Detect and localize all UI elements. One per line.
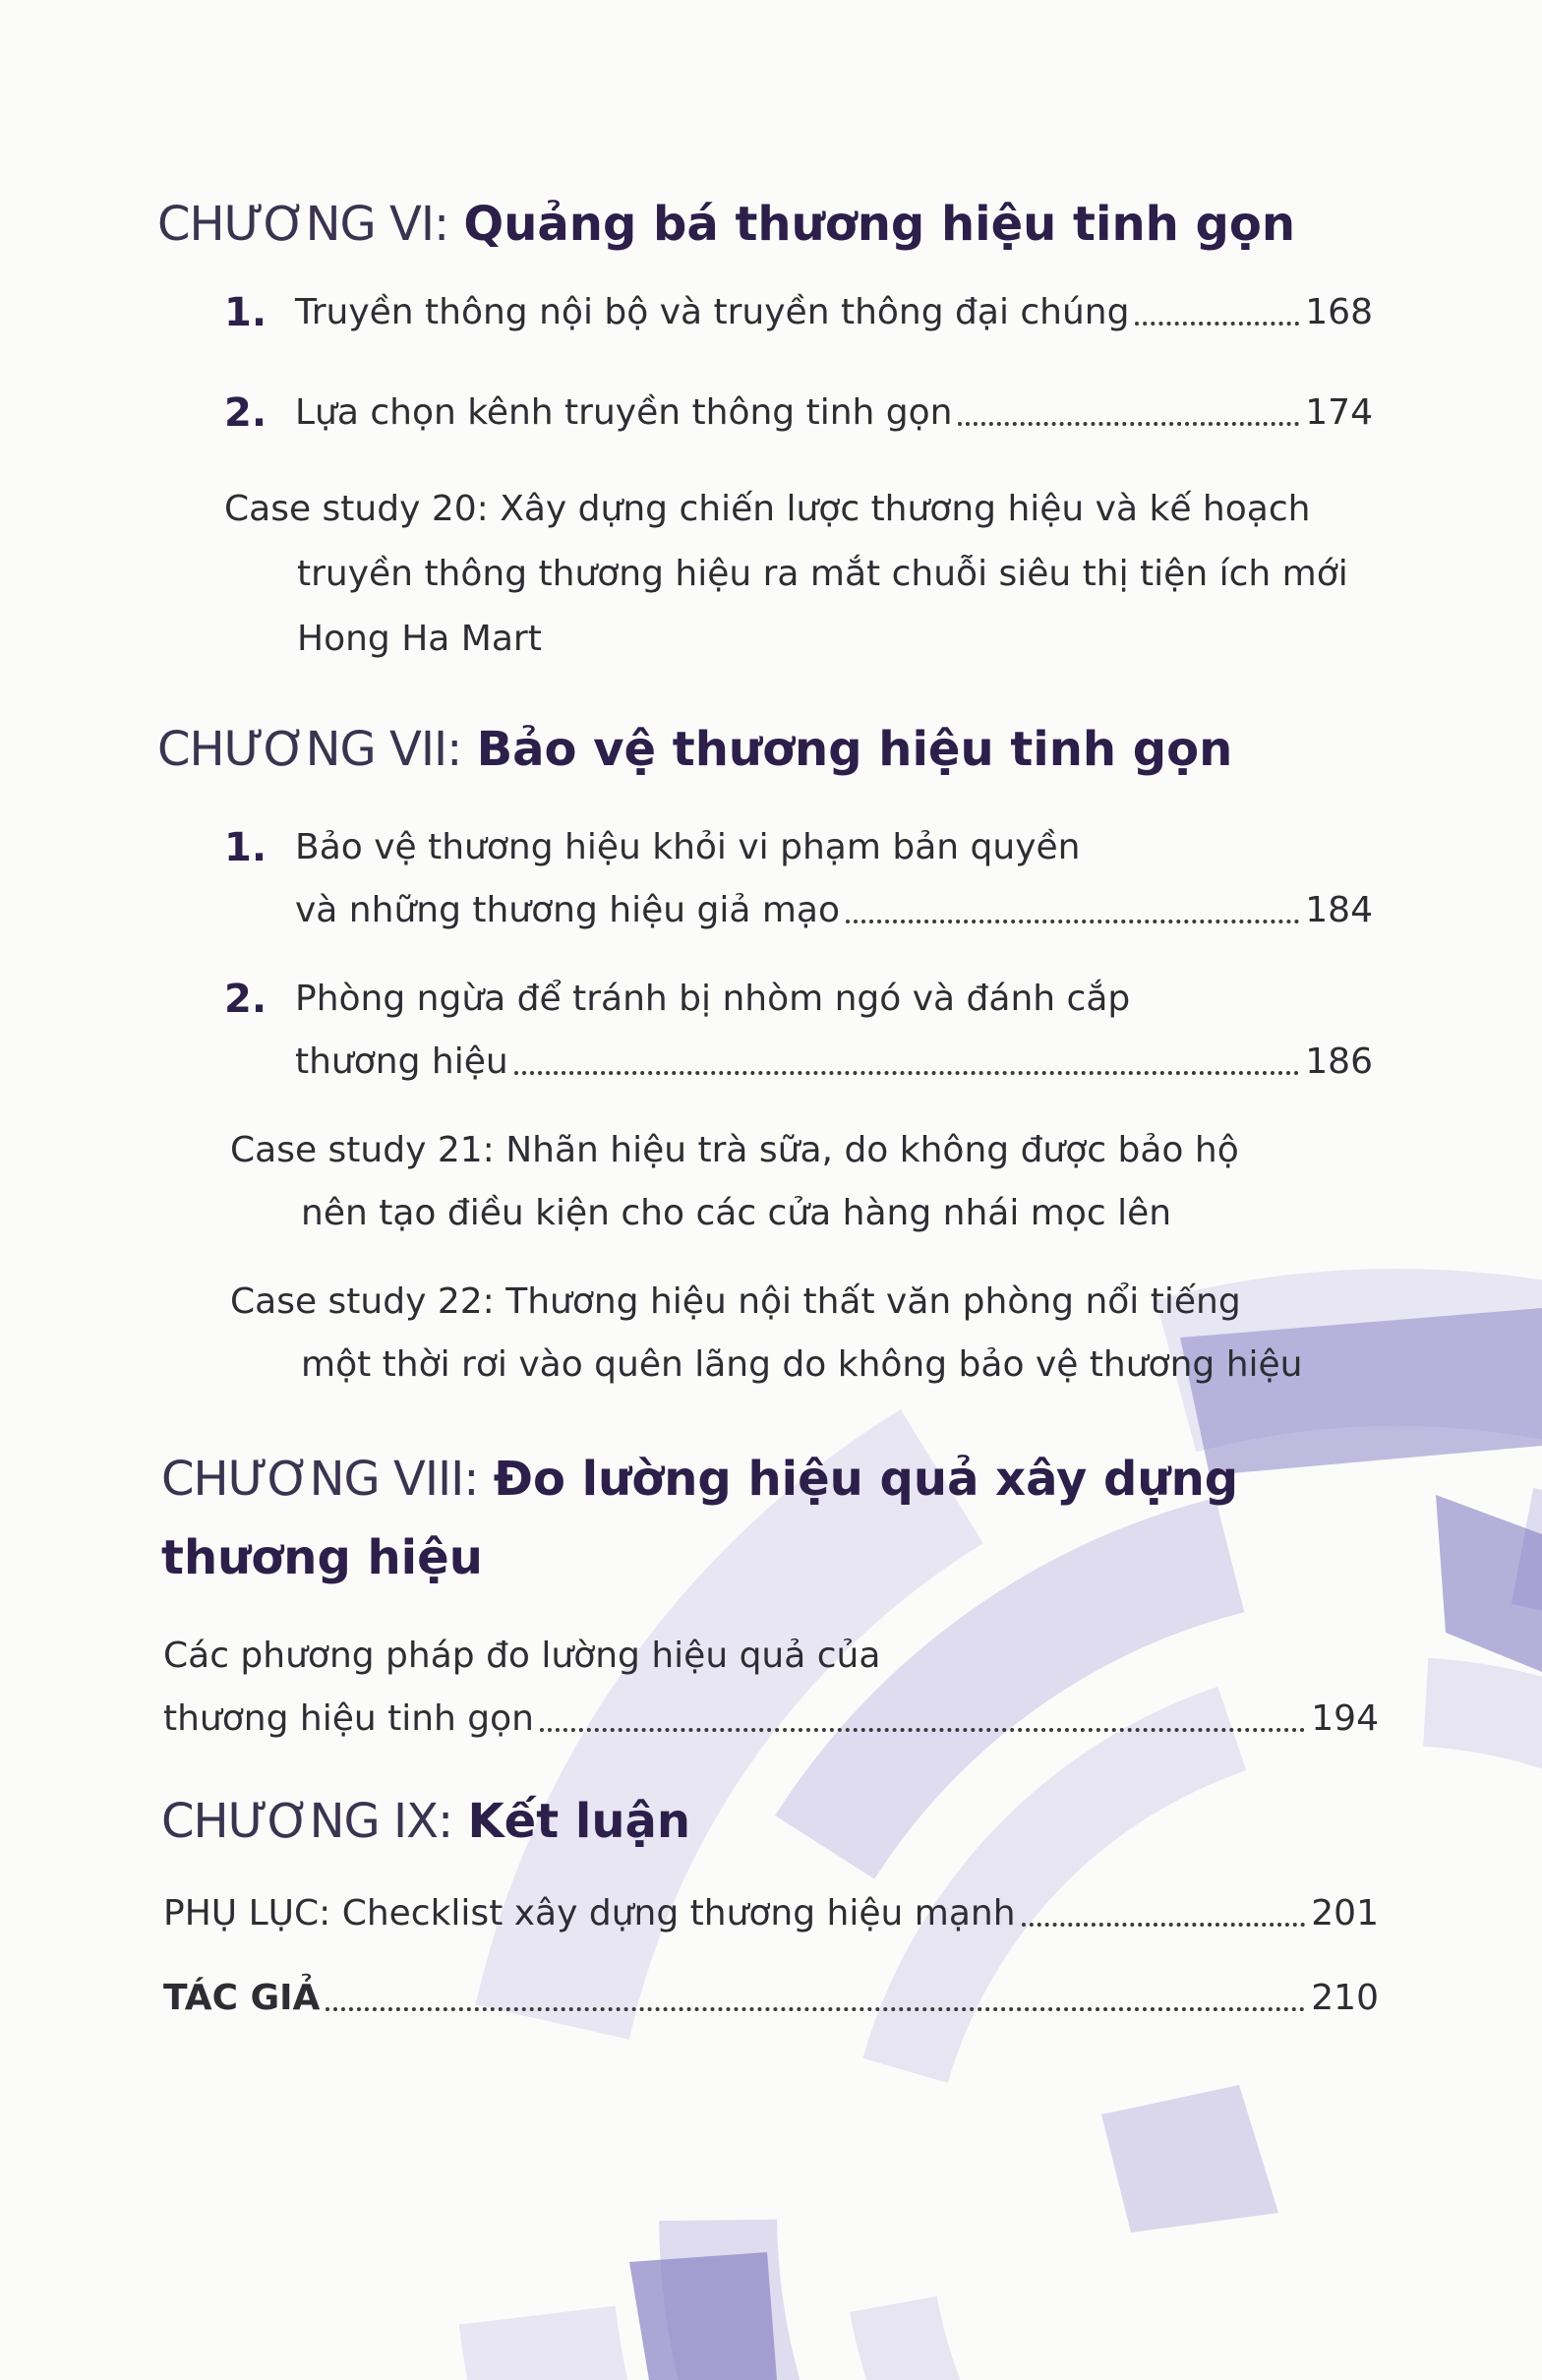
page-number: 184 <box>1305 890 1373 930</box>
case-study-line: Case study 21: Nhãn hiệu trà sữa, do không được bảo hộ <box>230 1130 1239 1170</box>
entry-number: 1. <box>224 290 267 335</box>
dot-leader <box>1135 322 1299 326</box>
dot-leader <box>540 1728 1305 1732</box>
case-study-line: một thời rơi vào quên lãng do không bảo vệ thương hiệu <box>301 1344 1303 1385</box>
chapter-heading-viii <box>161 1452 1238 1507</box>
case-study-line: Hong Ha Mart <box>297 619 542 659</box>
chapter-title: Quảng bá thương hiệu tinh gọn <box>463 197 1296 252</box>
entry-number: 2. <box>224 977 267 1022</box>
chapter-heading-vi <box>157 197 1295 252</box>
toc-entry[interactable] <box>224 826 1373 932</box>
entry-title: Bảo vệ thương hiệu khỏi vi phạm bản quyền <box>295 827 1081 867</box>
toc-entry[interactable] <box>224 291 1373 334</box>
chapter-prefix: CHƯƠNG VII: <box>157 722 462 777</box>
chapter-heading-vii <box>157 722 1232 777</box>
chapter-heading-ix <box>161 1794 690 1849</box>
entry-number: 1. <box>224 825 267 870</box>
page-number: 210 <box>1311 1978 1379 2018</box>
toc-entry-appendix[interactable] <box>163 1892 1379 1935</box>
dot-leader <box>1022 1923 1306 1927</box>
chapter-prefix: CHƯƠNG VIII: <box>161 1452 479 1507</box>
page-number: 186 <box>1305 1041 1373 1082</box>
case-study-21[interactable] <box>230 1129 1239 1235</box>
page-number: 201 <box>1311 1893 1379 1934</box>
chapter-prefix: CHƯƠNG IX: <box>161 1794 453 1849</box>
page-number: 174 <box>1305 392 1373 433</box>
dot-leader <box>958 422 1299 426</box>
case-study-line: Case study 20: Xây dựng chiến lược thương hiệu và kế hoạch <box>224 489 1311 529</box>
toc-entry-author[interactable] <box>163 1977 1379 2020</box>
toc-entry[interactable] <box>224 391 1373 435</box>
entry-title: và những thương hiệu giả mạo <box>295 890 840 930</box>
page-number: 168 <box>1305 292 1373 332</box>
chapter-title: Đo lường hiệu quả xây dựng <box>493 1452 1239 1507</box>
case-study-line: Case study 22: Thương hiệu nội thất văn phòng nổi tiếng <box>230 1281 1241 1322</box>
entry-title: TÁC GIẢ <box>163 1978 321 2018</box>
dot-leader <box>326 2007 1305 2011</box>
entry-title: thương hiệu <box>295 1041 508 1082</box>
toc-entry[interactable] <box>224 978 1373 1084</box>
toc-entry[interactable] <box>163 1635 1379 1741</box>
dot-leader <box>846 920 1299 923</box>
dot-leader <box>514 1071 1300 1075</box>
entry-title: Truyền thông nội bộ và truyền thông đại chúng <box>295 292 1130 332</box>
entry-title: PHỤ LỤC: Checklist xây dựng thương hiệu mạnh <box>163 1893 1016 1934</box>
chapter-prefix: CHƯƠNG VI: <box>157 197 449 252</box>
entry-number: 2. <box>224 390 267 436</box>
chapter-title: Bảo vệ thương hiệu tinh gọn <box>476 722 1233 777</box>
case-study-20[interactable] <box>224 488 1348 661</box>
page-number: 194 <box>1311 1698 1379 1739</box>
case-study-line: truyền thông thương hiệu ra mắt chuỗi siêu thị tiện ích mới <box>297 554 1348 594</box>
entry-title: Lựa chọn kênh truyền thông tinh gọn <box>295 392 953 433</box>
entry-title: Phòng ngừa để tránh bị nhòm ngó và đánh cắp <box>295 979 1131 1019</box>
case-study-22[interactable] <box>230 1280 1302 1387</box>
chapter-title: Kết luận <box>467 1794 691 1849</box>
entry-title: Các phương pháp đo lường hiệu quả của <box>163 1636 881 1676</box>
entry-title: thương hiệu tinh gọn <box>163 1698 534 1739</box>
case-study-line: nên tạo điều kiện cho các cửa hàng nhái mọc lên <box>301 1193 1172 1233</box>
chapter-title-continued: thương hiệu <box>161 1530 483 1585</box>
